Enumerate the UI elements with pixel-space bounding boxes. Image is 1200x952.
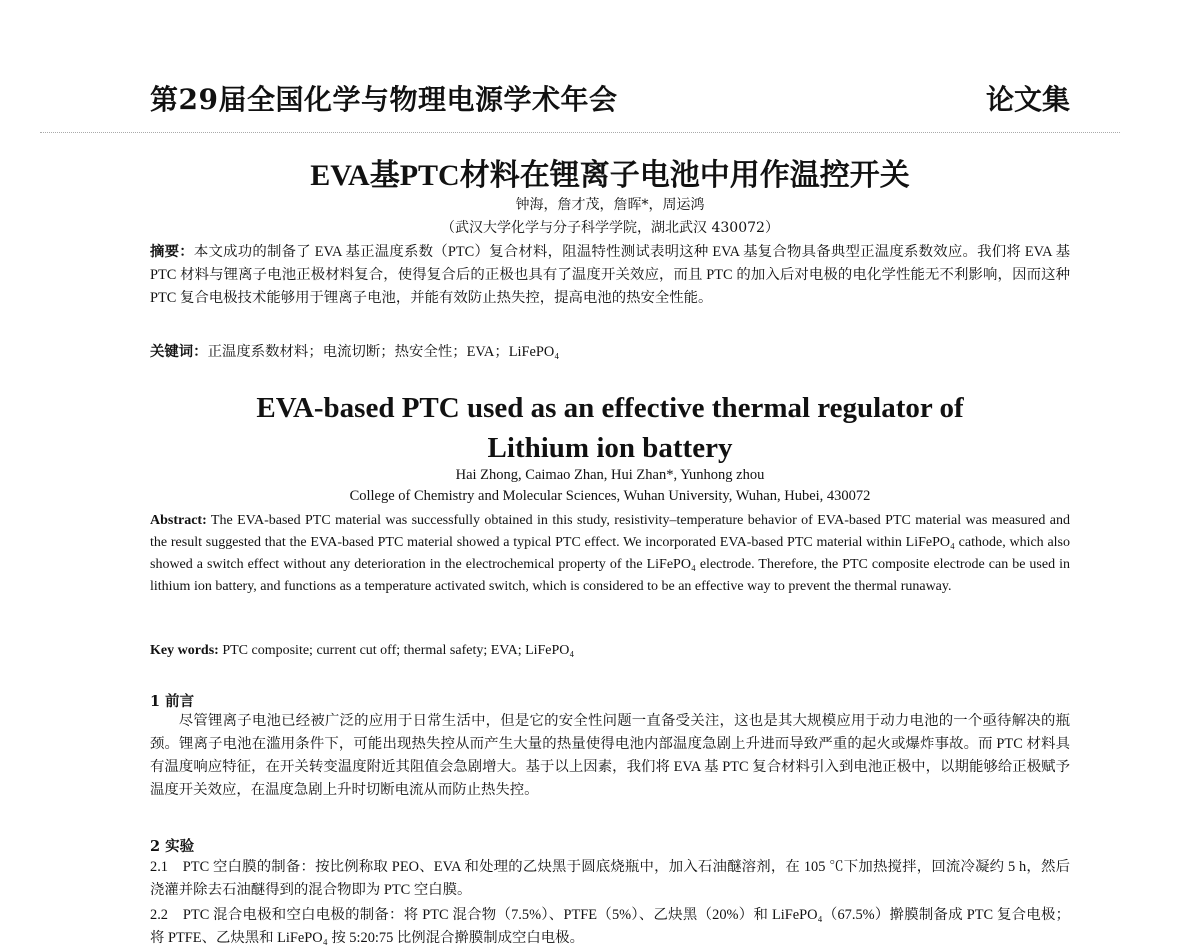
affiliation-en: College of Chemistry and Molecular Sciences, Wuhan University, Wuhan, Hubei, 430072: [349, 488, 871, 504]
section-intro-text: 尽管锂离子电池已经被广泛的应用于日常生活中，但是它的安全性问题一直备受关注，这也是其大规模应用于动力电池的一个亟待解决的瓶颈。锂离子电池在滥用条件下，可能出现热失控从而产生大量的热量使得电池内部温度急剧上升进而导致严重的起火或爆炸事故。而 PTC 材料具有温度响应特征，在开关转变温度附近其阻值会急剧增大。基于以上因素，我们将 EVA 基 PTC 复合材料引入到电池正极中，以期能够给正极赋予温度开关效应，在温度急剧上升时切断电流从而防止热失控。: [150, 713, 1070, 798]
collection-label: 论文集: [985, 83, 1070, 116]
section-exp-2-2: 2.2 PTC 混合电极和空白电极的制备：将 PTC 混合物（7.5%）、PTFE（5%）、乙炔黑（20%）和 LiFePO₄（67.5%）擀膜制备成 PTC 复合电极；将 PTFE、乙炔黑和 LiFePO₄ 按 5:20:75 比例混合擀膜制成空白电极。: [150, 907, 1070, 946]
running-header: [150, 78, 1070, 124]
authors-cn: 钟海，詹才茂，詹晖*，周运鸿: [515, 197, 705, 213]
abstract-en-text: The EVA-based PTC material was successfully obtained in this study, resistivity–temperature behavior of EVA-based PTC material was measured and the result suggested that the EVA-based PTC material showed a typical PTC effect. We incorporated EVA-based PTC material within LiFePO₄ cathode, which also showed a switch effect without any deterioration in the electrochemical property of the LiFePO₄ electrode. Therefore, the PTC composite electrode can be used in lithium ion battery, and functions as a temperature activated switch, which is considered to be an effective way to prevent the thermal runaway.: [150, 513, 1070, 594]
abstract-en: [150, 510, 1070, 598]
abstract-cn-label: 摘要：: [150, 244, 194, 260]
abstract-en-label: Abstract:: [150, 513, 207, 528]
section-exp-heading: 2 实验: [150, 838, 195, 855]
header-rule: [40, 132, 1120, 133]
paper-title-cn: EVA基PTC材料在锂离子电池中用作温控开关: [310, 159, 910, 192]
paper-title-en: [150, 388, 1070, 468]
keywords-cn-label: 关键词：: [150, 344, 208, 360]
title-en-line2: Lithium ion battery: [487, 432, 733, 464]
abstract-cn: [150, 241, 1070, 310]
authors-en: Hai Zhong, Caimao Zhan, Hui Zhan*, Yunhong zhou: [455, 467, 765, 483]
title-en-line1: EVA-based PTC used as an effective thermal regulator of: [256, 392, 964, 424]
affiliation-cn: （武汉大学化学与分子科学学院，湖北武汉 430072）: [441, 220, 779, 236]
abstract-cn-text: 本文成功的制备了 EVA 基正温度系数（PTC）复合材料，阻温特性测试表明这种 EVA 基复合物具备典型正温度系数效应。我们将 EVA 基 PTC 材料与锂离子电池正极材料复合，使得复合后的正极也具有了温度开关效应，而且 PTC 的加入后对电极的电化学性能无不利影响，因而这种 PTC 复合电极技术能够用于锂离子电池，并能有效防止热失控，提高电池的热安全性能。: [150, 244, 1070, 306]
keywords-en: [150, 640, 1070, 662]
keywords-cn: [150, 341, 1070, 364]
section-exp-2-1: 2.1 PTC 空白膜的制备：按比例称取 PEO、EVA 和处理的乙炔黑于圆底烧瓶中，加入石油醚溶剂，在 105 ℃下加热搅拌，回流冷凝约 5 h，然后浇灌并除去石油醚得到的混合物即为 PTC 空白膜。: [150, 859, 1070, 898]
section-intro-heading: 1 前言: [150, 693, 195, 710]
keywords-en-label: Key words:: [150, 643, 219, 658]
conference-title: 第29届全国化学与物理电源学术年会: [150, 83, 618, 116]
keywords-en-text: PTC composite; current cut off; thermal safety; EVA; LiFePO₄: [218, 643, 575, 658]
keywords-cn-text: 正温度系数材料；电流切断；热安全性；EVA；LiFePO₄: [207, 344, 560, 360]
